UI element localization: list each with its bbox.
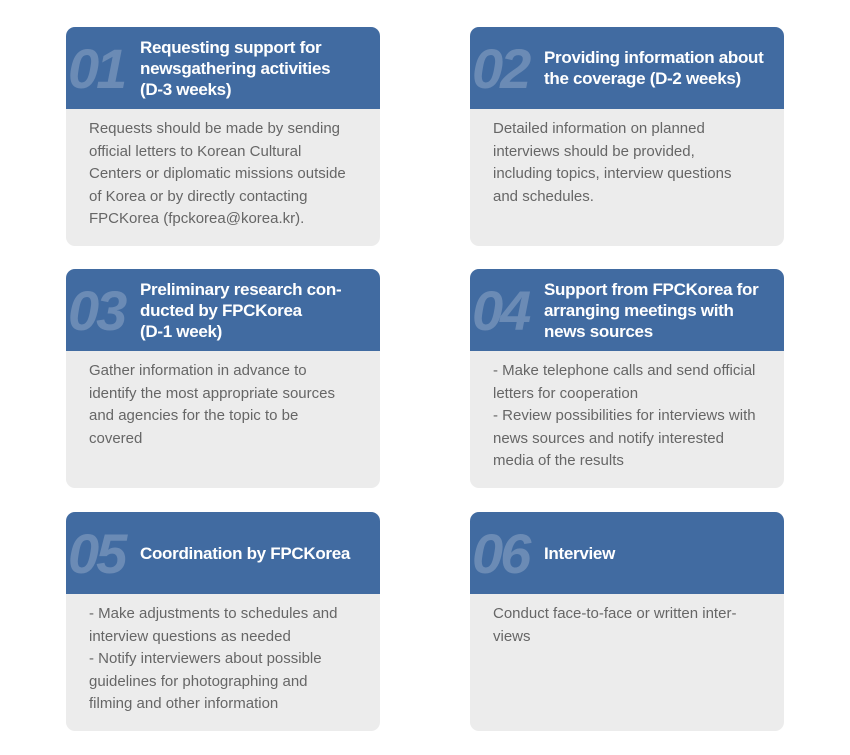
step-header bbox=[66, 512, 380, 594]
step-number: 03 bbox=[68, 279, 125, 342]
step-header bbox=[66, 269, 380, 351]
step-card-06 bbox=[470, 512, 784, 731]
step-card-05 bbox=[66, 512, 380, 731]
step-card-03 bbox=[66, 269, 380, 488]
step-title: Preliminary research con- ducted by FPCKorea (D-1 week) bbox=[140, 279, 342, 341]
step-description: Gather information in advance to identify the most appropriate sources and agencies for the topic to be covered bbox=[89, 362, 335, 447]
step-card-02 bbox=[470, 27, 784, 246]
step-card-04 bbox=[470, 269, 784, 488]
step-number: 04 bbox=[472, 279, 529, 342]
step-number: 06 bbox=[472, 522, 529, 585]
step-title: Support from FPCKorea for arranging meetings with news sources bbox=[544, 279, 759, 341]
step-description: Requests should be made by sending official letters to Korean Cultural Centers or diplomatic missions outside of Korea or by directly contacting FPCKorea (fpckorea@korea.kr). bbox=[89, 120, 346, 228]
step-description: - Make telephone calls and send official letters for cooperation - Review possibilities for interviews with news sources and notify interested media of the results bbox=[493, 362, 756, 470]
step-title: Providing information about the coverage (D-2 weeks) bbox=[544, 48, 764, 88]
step-header bbox=[66, 27, 380, 109]
step-description: - Make adjustments to schedules and interview questions as needed - Notify interviewers about possible guidelines for photographing and filming and other information bbox=[89, 605, 338, 713]
step-description: Detailed information on planned interviews should be provided, including topics, interview questions and schedules. bbox=[493, 120, 732, 205]
step-title: Coordination by FPCKorea bbox=[140, 543, 351, 563]
step-number: 02 bbox=[472, 37, 529, 100]
step-card-01 bbox=[66, 27, 380, 246]
step-header bbox=[470, 512, 784, 594]
step-title: Interview bbox=[544, 543, 615, 563]
step-title: Requesting support for newsgathering activities (D-3 weeks) bbox=[140, 37, 331, 99]
step-description: Conduct face-to-face or written inter- views bbox=[493, 605, 737, 645]
step-number: 05 bbox=[68, 522, 125, 585]
step-header bbox=[470, 27, 784, 109]
step-header bbox=[470, 269, 784, 351]
step-number: 01 bbox=[68, 37, 125, 100]
